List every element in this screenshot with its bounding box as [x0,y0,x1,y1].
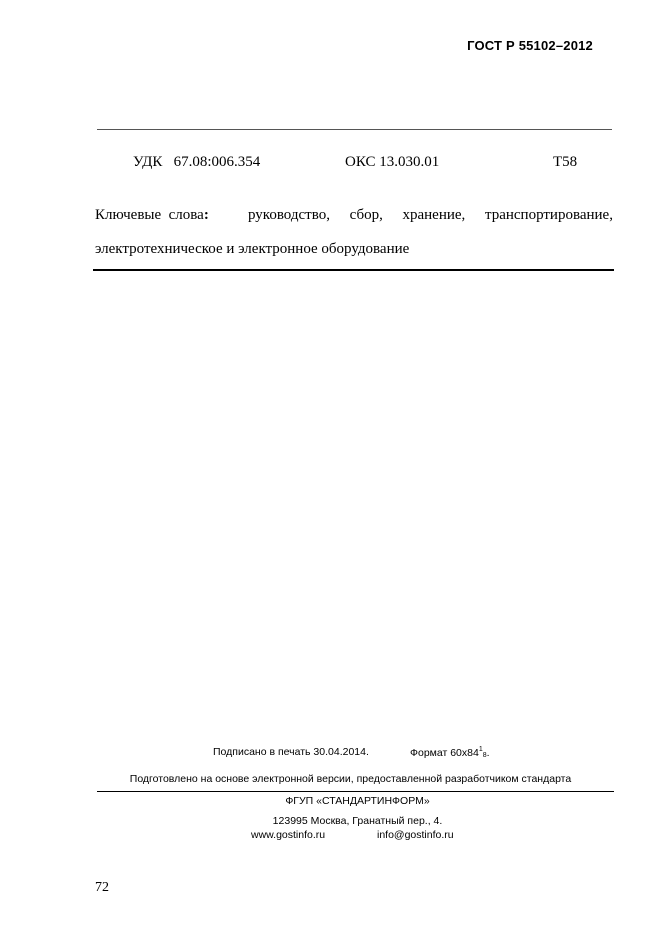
keyword-term: транспортирование, [484,207,613,223]
email-link[interactable]: info@gostinfo.ru [377,829,454,841]
format-numerator: 1 [478,746,483,753]
paper-format [410,746,490,759]
publisher-address: 123995 Москва, Гранатный пер., 4. [272,815,443,827]
keyword-term: руководство, [248,207,330,223]
signed-date: Подписано в печать 30.04.2014. [213,746,369,758]
format-denominator: 8 [482,752,487,759]
website-link[interactable]: www.gostinfo.ru [251,829,326,841]
top-divider [97,129,612,130]
keywords-label [95,198,209,232]
standard-code-header: ГОСТ Р 55102–2012 [467,38,593,53]
keyword-term: сбор, [349,207,383,223]
format-suffix: . [486,747,490,759]
keyword-term: хранение, [402,207,466,223]
t-code: Т58 [553,154,578,170]
imprint-divider [97,791,614,792]
keywords-line-2: электротехническое и электронное оборудование [95,241,410,257]
prepared-note: Подготовлено на основе электронной версии, предоставленной разработчиком стандарта [129,773,572,785]
keywords-line-1 [95,198,613,232]
classification-row [0,154,661,174]
page-number: 72 [95,880,109,895]
format-prefix: Формат 60x84 [410,747,479,759]
keywords-terms [248,198,613,232]
keywords-block [95,198,613,266]
keywords-label-colon: : [203,207,209,223]
oks-code: ОКС 13.030.01 [345,154,440,170]
keywords-label-text: Ключевые слова [95,207,204,223]
udk-code: УДК 67.08:006.354 [133,154,261,170]
keywords-bottom-rule [93,269,614,271]
publisher-name: ФГУП «СТАНДАРТИНФОРМ» [285,795,430,807]
